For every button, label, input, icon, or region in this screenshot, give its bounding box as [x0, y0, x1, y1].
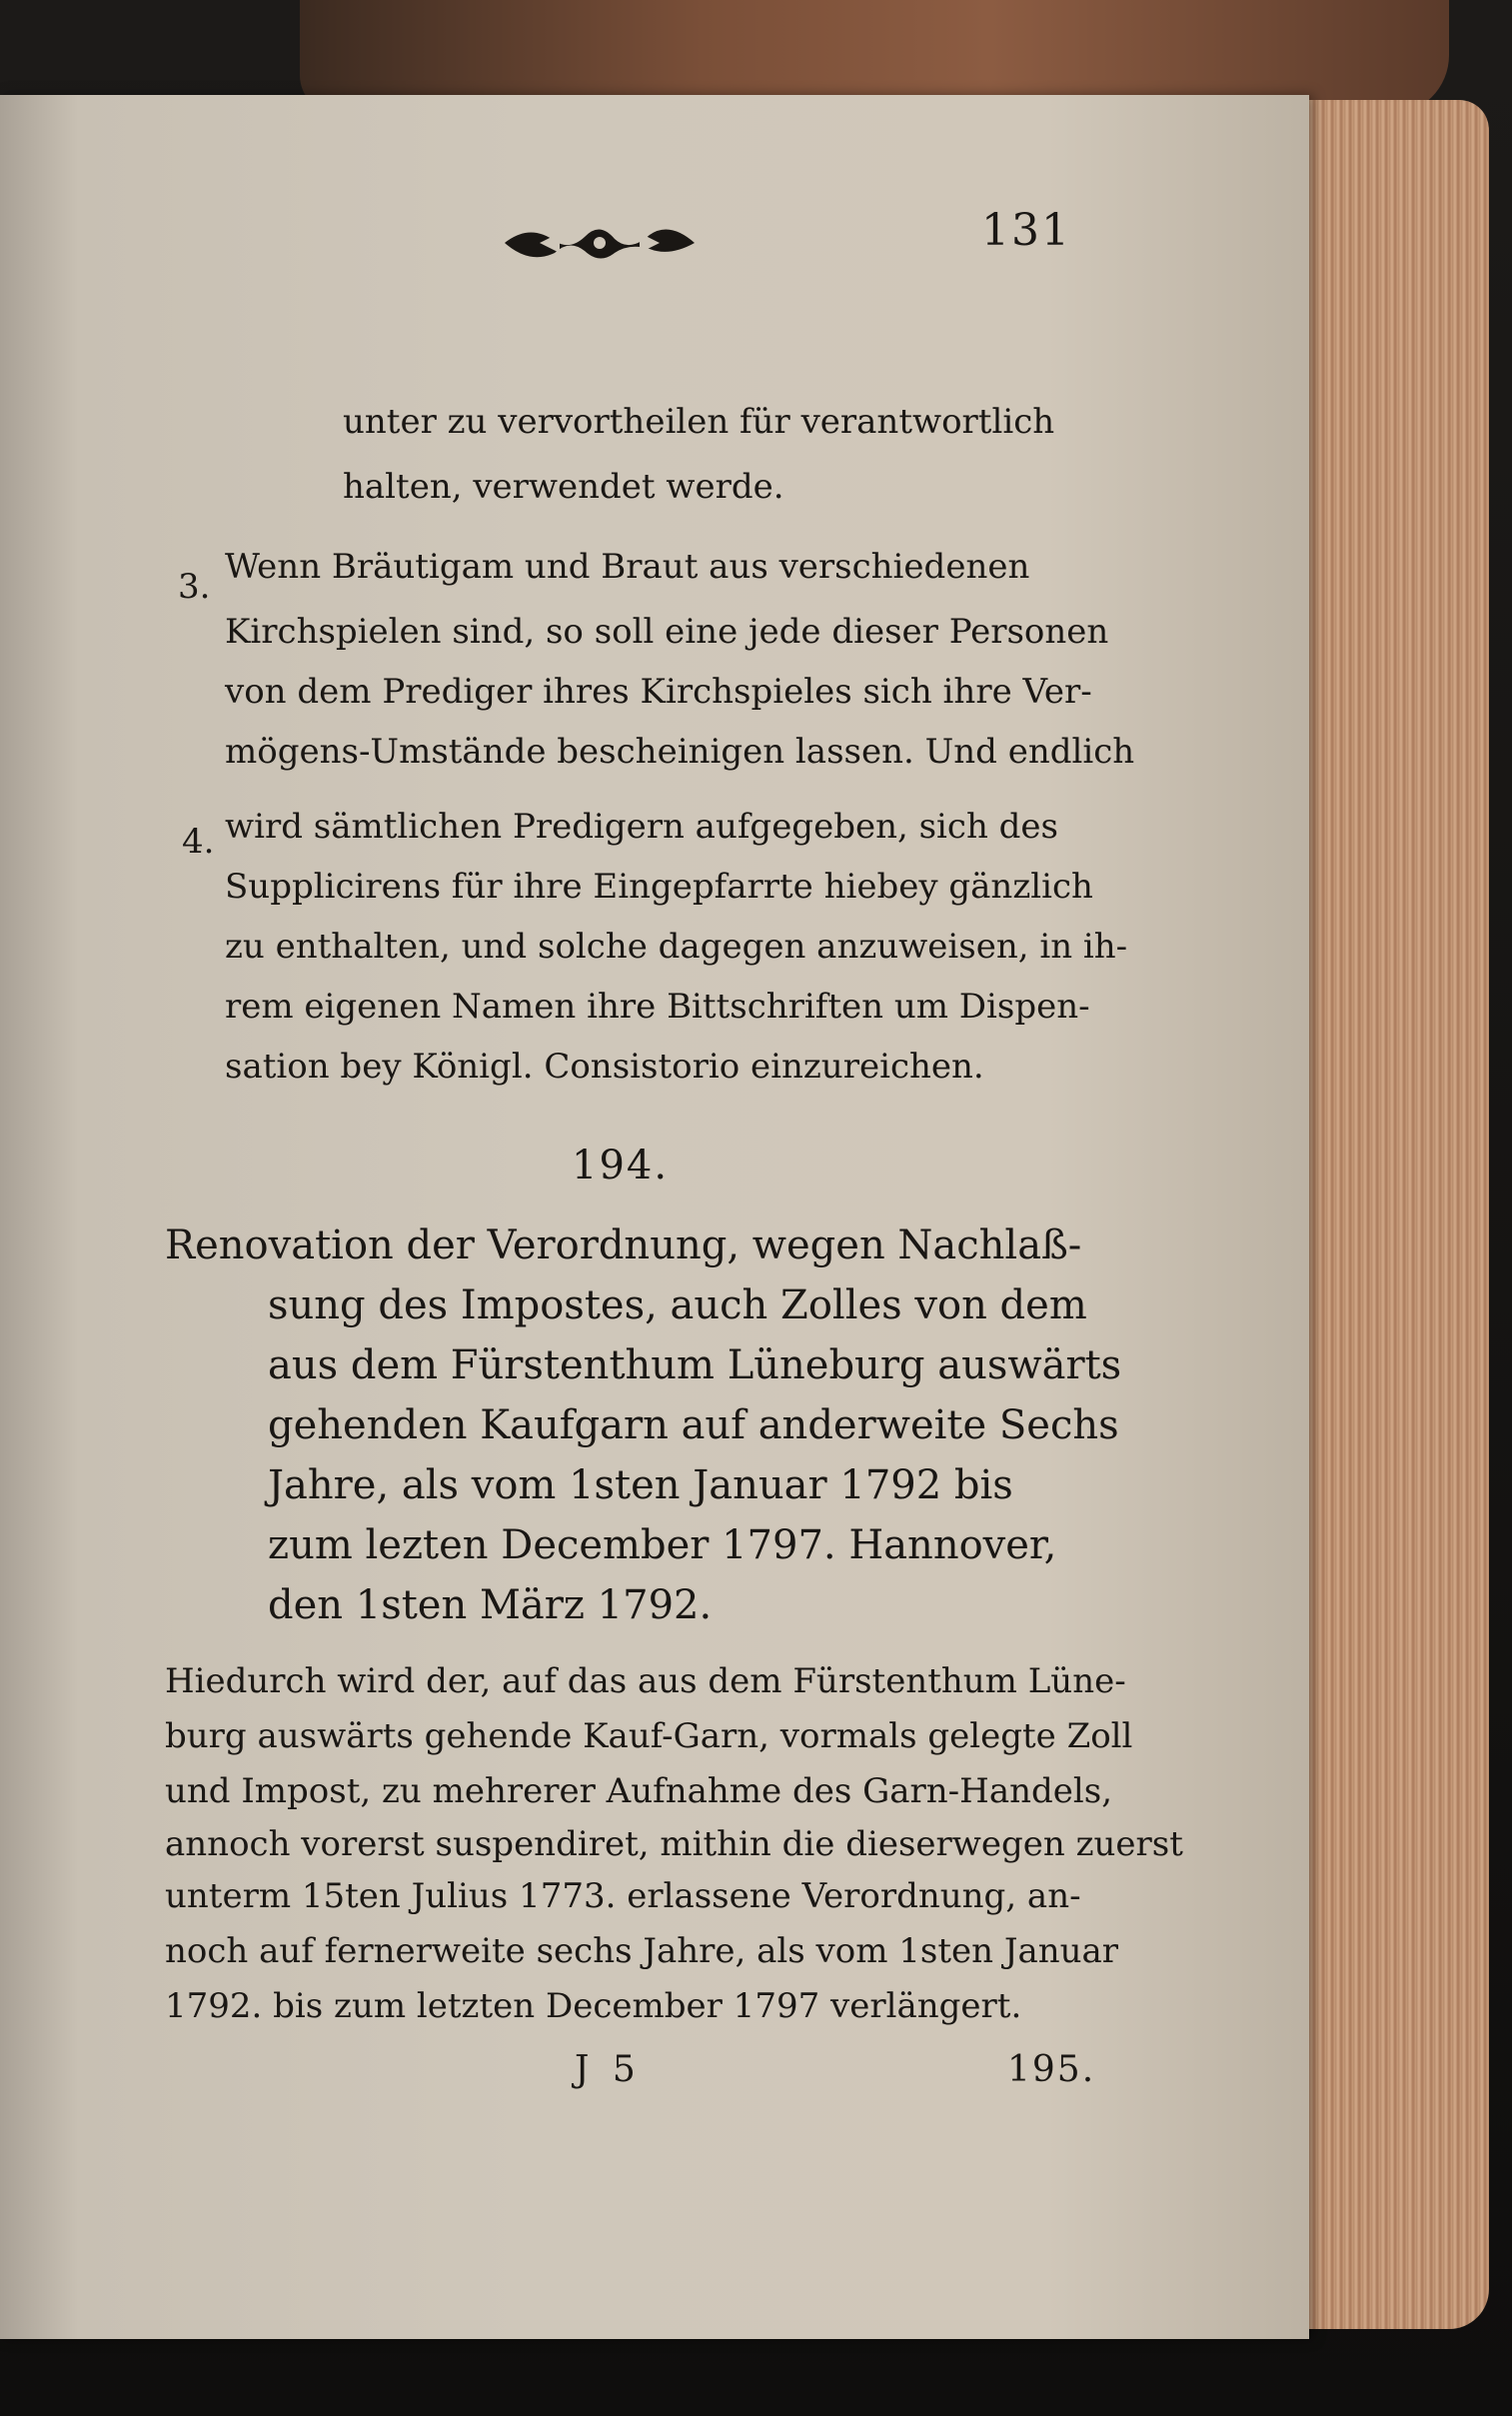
book-page [0, 95, 1309, 2339]
heading-line: gehenden Kaufgarn auf anderweite Sechs [268, 1402, 1119, 1448]
heading-line: Renovation der Verordnung, wegen Nachlaß- [165, 1222, 1082, 1268]
item-line: wird sämtlichen Predigern aufgegeben, sich des [225, 807, 1058, 847]
section-number: 194. [572, 1143, 670, 1189]
body-line: unterm 15ten Julius 1773. erlassene Verordnung, an- [165, 1876, 1081, 1916]
page-content [0, 95, 1309, 2339]
item-number: 3. [178, 567, 211, 607]
item-line: Supplicirens für ihre Eingepfarrte hiebey gänzlich [225, 867, 1093, 907]
continuation-line: unter zu vervortheilen für verantwortlich [343, 402, 1055, 442]
continuation-line: halten, verwendet werde. [343, 467, 784, 507]
heading-line: zum lezten December 1797. Hannover, [268, 1522, 1057, 1568]
item-number: 4. [182, 822, 215, 862]
item-line: von dem Prediger ihres Kirchspieles sich ihre Ver- [225, 672, 1092, 712]
page-number: 131 [981, 205, 1071, 256]
item-line: mögens-Umstände bescheinigen lassen. Und endlich [225, 732, 1135, 772]
heading-line: den 1sten März 1792. [268, 1582, 713, 1628]
body-line: und Impost, zu mehrerer Aufnahme des Garn-Handels, [165, 1771, 1112, 1811]
heading-line: Jahre, als vom 1sten Januar 1792 bis [268, 1462, 1013, 1508]
page-edges [1299, 100, 1489, 2329]
body-line: Hiedurch wird der, auf das aus dem Fürstenthum Lüne- [165, 1661, 1126, 1701]
printers-ornament-icon [500, 213, 700, 273]
body-line: annoch vorerst suspendiret, mithin die dieserwegen zuerst [165, 1824, 1183, 1864]
item-line: Kirchspielen sind, so soll eine jede dieser Personen [225, 612, 1109, 652]
catchword: 195. [1007, 2049, 1096, 2090]
heading-line: aus dem Fürstenthum Lüneburg auswärts [268, 1342, 1122, 1388]
signature-mark: J 5 [575, 2049, 642, 2090]
heading-line: sung des Impostes, auch Zolles von dem [268, 1282, 1087, 1328]
item-line: sation bey Königl. Consistorio einzureichen. [225, 1047, 984, 1087]
item-line: rem eigenen Namen ihre Bittschriften um Dispen- [225, 987, 1090, 1027]
body-line: 1792. bis zum letzten December 1797 verlängert. [165, 1986, 1022, 2026]
item-line: Wenn Bräutigam und Braut aus verschiedenen [225, 547, 1030, 587]
body-line: burg auswärts gehende Kauf-Garn, vormals gelegte Zoll [165, 1716, 1133, 1756]
body-line: noch auf fernerweite sechs Jahre, als vom 1sten Januar [165, 1931, 1119, 1971]
item-line: zu enthalten, und solche dagegen anzuweisen, in ih- [225, 927, 1128, 967]
